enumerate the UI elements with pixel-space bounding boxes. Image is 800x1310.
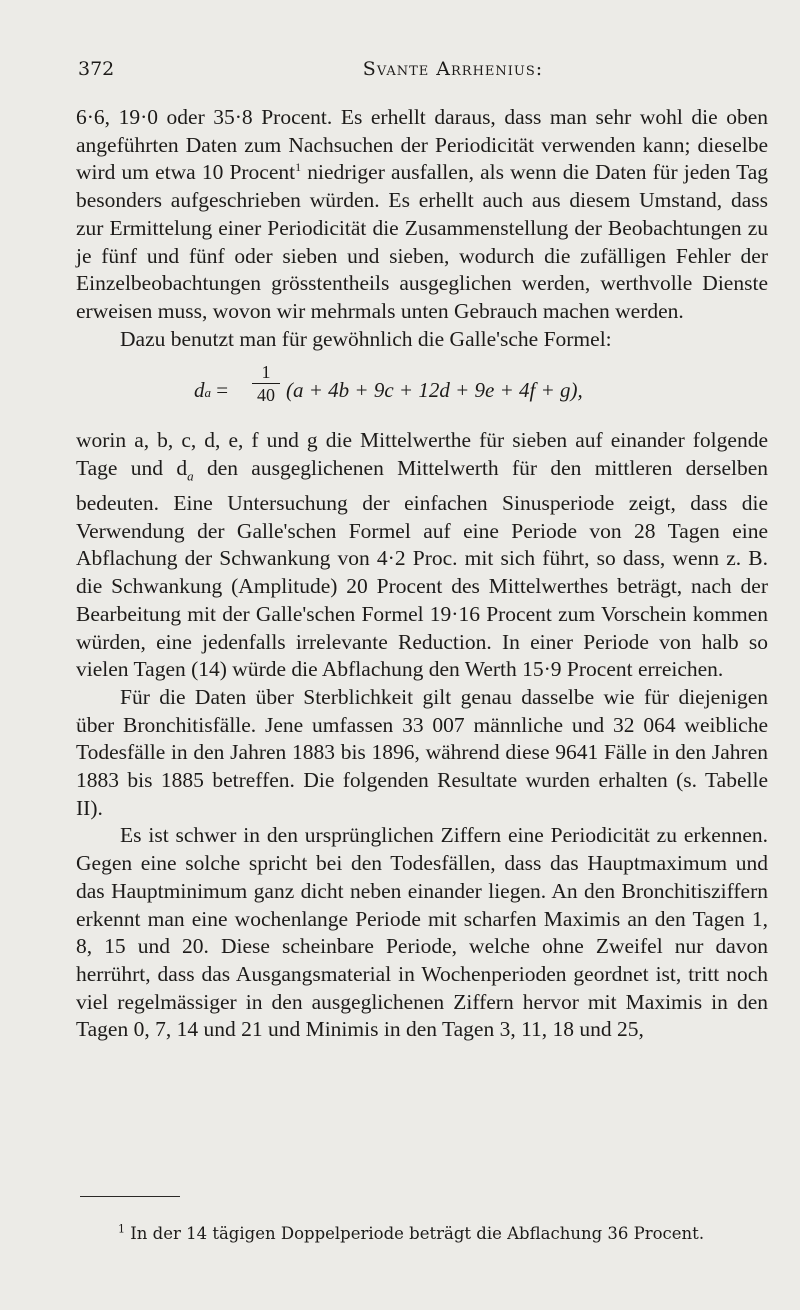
paragraph-3: Für die Daten über Sterblichkeit gilt genau dasselbe wie für diejenigen über Bronchitisfälle. Jene umfassen 33 007 männliche und 32 064 weibliche Todesfälle in den Jahren 1883 bis 1896, während diese 9641 Fälle in den Jahren 1883 bis 1885 betreffen. Die folgenden Resultate wurden erhalten (s. Tabelle II). bbox=[76, 684, 768, 820]
page-number: 372 bbox=[78, 58, 115, 80]
paragraph-1-text: 6·6, 19·0 oder 35·8 Procent. Es erhellt daraus, dass man sehr wohl die oben angeführten Daten zum Nachsuchen der Periodicität verwenden kann; dieselbe wird um etwa 10 Procent bbox=[76, 105, 768, 185]
formula-lhs-symbol: d bbox=[194, 378, 205, 403]
formula-numerator: 1 bbox=[252, 361, 280, 384]
formula-denominator: 40 bbox=[257, 385, 275, 406]
formula-lhs-sub: a bbox=[204, 385, 211, 401]
formula-rhs: (a + 4b + 9c + 12d + 9e + 4f + g), bbox=[286, 378, 583, 403]
footnote-rule bbox=[80, 1196, 180, 1197]
footnote bbox=[118, 1224, 758, 1243]
page-header bbox=[78, 58, 768, 88]
d-subscript: a bbox=[187, 468, 194, 484]
paragraph-2-text-cont: den ausgeglichenen Mittelwerth für den mittleren derselben bedeuten. Eine Untersuchung der einfachen Sinusperiode zeigt, dass die Verwendung der Galle'schen Formel auf eine Periode von 28 Tagen eine Abflachung der Schwankung von 4·2 Proc. mit sich führt, so dass, wenn z. B. die Schwankung (Amplitude) 20 Procent des Mittelwerthes beträgt, nach der Bearbeitung mit der Galle'schen Formel 19·16 Procent zum Vorschein kommen würden, eine jedenfalls irrelevante Reduction. In einer Periode von halb so vielen Tagen (14) würde die Abflachung den Werth 15·9 Procent erreichen. bbox=[76, 456, 769, 682]
paragraph-formula-intro: Dazu benutzt man für gewöhnlich die Galle'sche Formel: bbox=[120, 326, 612, 351]
footnote-marker: 1 bbox=[118, 1222, 125, 1236]
footnote-text: In der 14 tägigen Doppelperiode beträgt die Abflachung 36 Procent. bbox=[130, 1224, 705, 1243]
running-head: Svante Arrhenius: bbox=[362, 58, 544, 80]
formula-lhs bbox=[194, 377, 228, 407]
paragraph-1 bbox=[76, 104, 768, 326]
paragraph-4: Es ist schwer in den ursprünglichen Ziffern eine Periodicität zu erkennen. Gegen eine solche spricht bei den Todesfällen, dass das Hauptmaximum und das Hauptminimum ganz dicht neben einander liegen. An den Bronchitisziffern erkennt man eine wochenlange Periode mit scharfen Maximis an den Tagen 1, 8, 15 und 20. Diese scheinbare Periode, welche ohne Zweifel nur davon herrührt, dass das Ausgangsmaterial in Wochenperioden geordnet ist, tritt noch viel regelmässiger in den ausgeglichenen Ziffern hervor mit Maximis in den Tagen 0, 7, 14 und 21 und Minimis in den Tagen 3, 11, 18 und 25, bbox=[76, 823, 768, 1042]
body-text bbox=[76, 104, 768, 1044]
paragraph-2-text: worin a, b, c, d, e, f und g die Mittelwerthe für sieben auf einander folgende Tage und d bbox=[76, 428, 768, 481]
paragraph-2 bbox=[76, 427, 768, 684]
footnote-ref: 1 bbox=[295, 160, 302, 175]
formula-equals: = bbox=[216, 378, 229, 403]
galle-formula bbox=[76, 357, 768, 421]
paragraph-1-text-cont: niedriger ausfallen, als wenn die Daten für jeden Tag besonders aufgeschrieben würden. Es erhellt auch aus diesem Umstand, dass zur Ermittelung einer Periodicität die Zusammenstellung der Beobachtungen zu je fünf und fünf oder sieben und sieben, wodurch die zufälligen Fehler der Einzelbeobachtungen grösstentheils ausgeglichen werden, werthvolle Dienste erweisen muss, wovon wir mehrmals unten Gebrauch machen werden. bbox=[76, 160, 768, 323]
formula-fraction bbox=[252, 361, 280, 406]
